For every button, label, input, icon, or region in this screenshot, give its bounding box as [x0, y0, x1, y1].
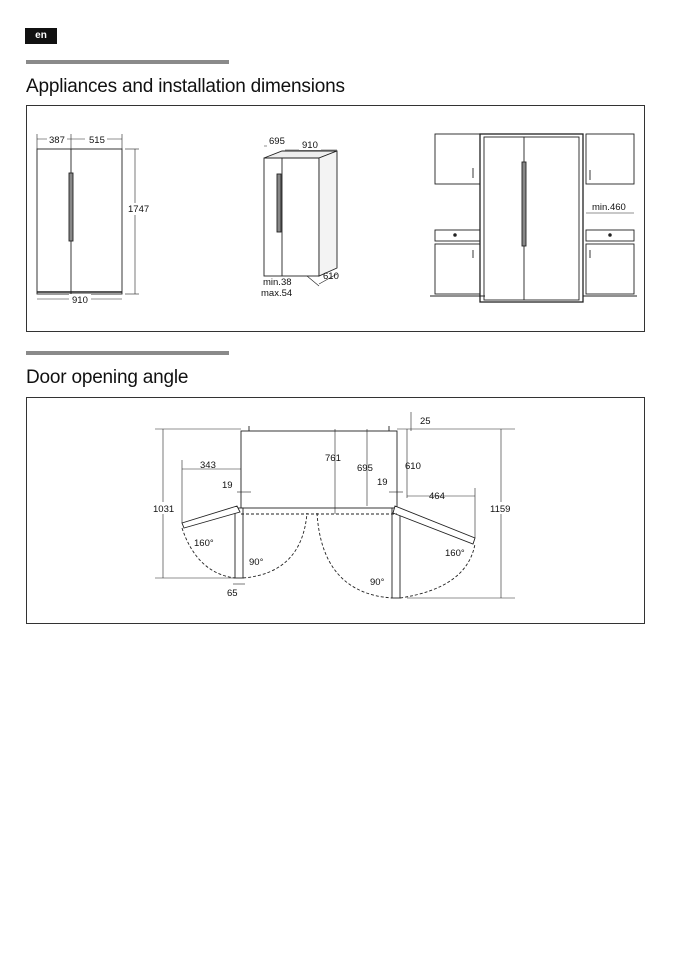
- top-gap-label: 25: [420, 416, 431, 427]
- door-plan-lines: [155, 412, 515, 598]
- depth-610-label: 610: [405, 461, 421, 472]
- front-total-width-label: 910: [72, 295, 88, 306]
- front-left-width-label: 387: [49, 135, 65, 146]
- hinge-left-label: 19: [222, 480, 233, 491]
- angle-right-160-label: 160°: [445, 548, 465, 559]
- section-title-installation: Appliances and installation dimensions: [26, 76, 345, 97]
- left-offset-label: 343: [200, 460, 216, 471]
- side-depth-label: 610: [323, 271, 339, 282]
- hinge-right-label: 19: [377, 477, 388, 488]
- section-title-door-angle: Door opening angle: [26, 367, 189, 388]
- front-height-label: 1747: [128, 204, 150, 215]
- right-height-label: 1159: [490, 504, 511, 515]
- side-gap-min-label: min.38: [263, 277, 292, 288]
- installation-dimensions-figure: [26, 105, 645, 332]
- front-view-drawing: [37, 134, 139, 299]
- door-angle-drawing: [27, 398, 644, 623]
- installed-clearance-label: min.460: [592, 202, 626, 213]
- side-width-top-label: 910: [302, 140, 318, 151]
- section-divider: [26, 351, 229, 355]
- front-right-width-label: 515: [89, 135, 105, 146]
- handle-depth-label: 65: [227, 588, 238, 599]
- angle-right-90-label: 90°: [370, 577, 385, 588]
- side-gap-max-label: max.54: [261, 288, 293, 299]
- side-view-drawing: [264, 146, 337, 286]
- language-badge: en: [25, 28, 57, 44]
- left-height-label: 1031: [153, 504, 175, 515]
- depth-761-label: 761: [325, 453, 341, 464]
- angle-left-160-label: 160°: [194, 538, 214, 549]
- door-opening-figure: [26, 397, 645, 624]
- installation-drawings: [27, 106, 644, 331]
- installed-view-drawing: [430, 134, 637, 302]
- angle-left-90-label: 90°: [249, 557, 264, 568]
- depth-695-label: 695: [357, 463, 373, 474]
- side-depth-top-label: 695: [269, 136, 285, 147]
- section-divider: [26, 60, 229, 64]
- right-offset-label: 464: [429, 491, 445, 502]
